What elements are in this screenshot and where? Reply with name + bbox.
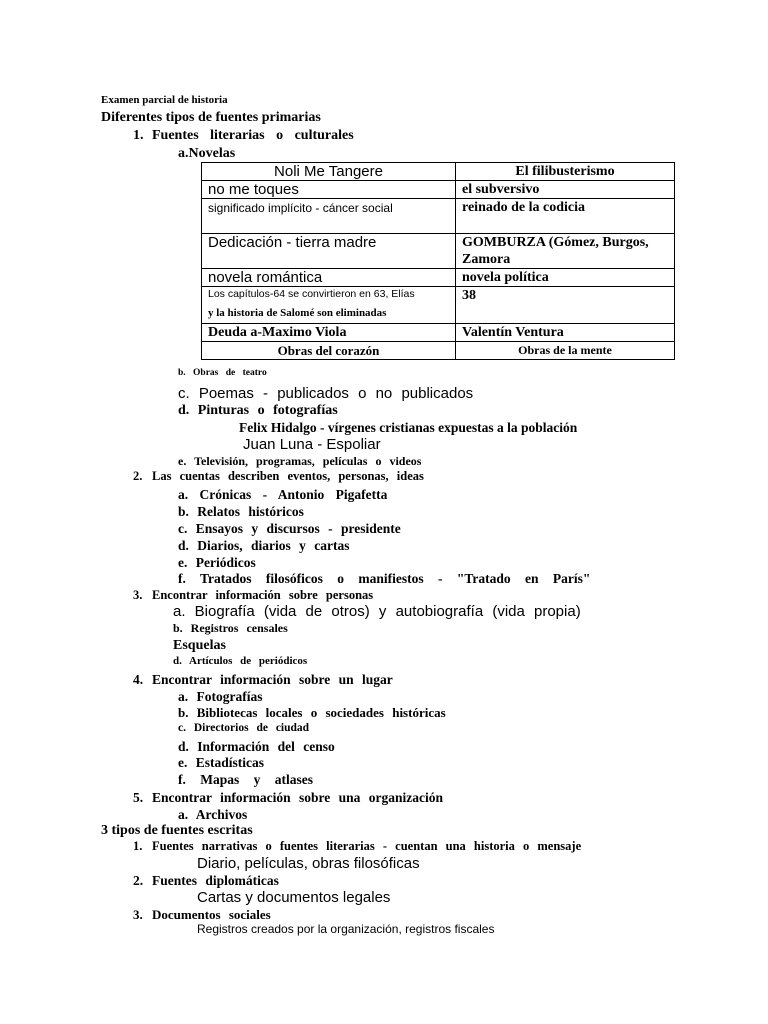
pinturas-detail: Juan Luna - Espoliar (243, 436, 381, 453)
item3-title: Encontrar información sobre personas (152, 588, 374, 602)
table-cell: Deuda a-Maximo Viola (202, 324, 456, 342)
sub-item: d. Información del censo (178, 739, 335, 754)
table-cell: Valentín Ventura (456, 324, 675, 342)
table-cell: Dedicación - tierra madre (202, 234, 456, 269)
item1-title: Fuentes literarias o culturales (152, 128, 354, 143)
s2-item1-title: Fuentes narrativas o fuentes literarias - cuentan una historia o mensaje (152, 839, 582, 853)
table-row (202, 181, 675, 199)
sub-item: e. Periódicos (178, 555, 256, 570)
sub-item: e. Estadísticas (178, 755, 264, 770)
sub-item: d. Pinturas o fotografías (178, 403, 338, 418)
table-cell: 38 (456, 287, 675, 324)
item5-number: 5. (133, 790, 144, 805)
s2-item1-number: 1. (133, 839, 143, 853)
table-row (202, 269, 675, 287)
sub-item: c. Directorios de ciudad (178, 722, 310, 734)
pinturas-detail: Felix Hidalgo - vírgenes cristianas expuestas a la población (239, 420, 578, 435)
table-cell: GOMBURZA (Gómez, Burgos, Zamora (456, 234, 675, 269)
item3-number: 3. (133, 588, 143, 602)
table-cell: el subversivo (456, 181, 675, 199)
item2-title: Las cuentas describen eventos, personas, ideas (152, 469, 424, 483)
sub-item: c. Ensayos y discursos - presidente (178, 521, 401, 536)
table-cell: reinado de la codicia (456, 199, 675, 234)
table-cell: significado implícito - cáncer social (202, 199, 456, 234)
table-cell: novela romántica (202, 269, 456, 287)
item5-title: Encontrar información sobre una organización (152, 790, 444, 805)
section1-heading: Diferentes tipos de fuentes primarias (101, 110, 321, 125)
sub-item: d. Artículos de periódicos (173, 655, 308, 667)
s2-item2-detail: Cartas y documentos legales (197, 889, 391, 906)
sub-item: c. Poemas - publicados o no publicados (178, 385, 474, 402)
table-header-noli: Noli Me Tangere (202, 163, 456, 181)
sub-item: a. Archivos (178, 807, 248, 822)
s2-item3-title: Documentos sociales (152, 907, 271, 922)
s2-item3-number: 3. (133, 907, 143, 922)
sub-item: b. Obras de teatro (178, 368, 267, 378)
sub-item: a. Crónicas - Antonio Pigafetta (178, 487, 388, 502)
table-cell (202, 287, 456, 324)
table-footer-left: Obras del corazón (202, 342, 456, 360)
table-cell-line: y la historia de Salomé son eliminadas (208, 307, 387, 319)
sub-item: a. Biografía (vida de otros) y autobiografía (vida propia) (173, 603, 581, 620)
item4-title: Encontrar información sobre un lugar (152, 672, 393, 687)
item1-number: 1. (133, 128, 144, 143)
sub-item: f. Tratados filosóficos o manifiestos - "Tratado en París" (178, 571, 591, 586)
sub-item: f. Mapas y atlases (178, 772, 313, 787)
table-footer-right: Obras de la mente (456, 342, 675, 360)
sub-item: a. Fotografías (178, 689, 263, 704)
sub-item: b. Relatos históricos (178, 504, 304, 519)
s2-item1-detail: Diario, películas, obras filosóficas (197, 855, 420, 872)
sub-item: b. Bibliotecas locales o sociedades históricas (178, 705, 446, 720)
s2-item2-number: 2. (133, 873, 144, 888)
table-header-fili: El filibusterismo (456, 163, 675, 181)
table-cell: novela política (456, 269, 675, 287)
sub-item: d. Diarios, diarios y cartas (178, 538, 350, 553)
section2-heading: 3 tipos de fuentes escritas (101, 823, 253, 838)
novels-comparison-table (201, 162, 675, 360)
table-row (202, 287, 675, 324)
novelas-label: a.Novelas (178, 146, 236, 161)
table-row (202, 199, 675, 234)
table-footer-row (202, 342, 675, 360)
table-row (202, 324, 675, 342)
table-cell-line: Los capítulos-64 se convirtieron en 63, Elías (208, 288, 415, 300)
s2-item3-detail: Registros creados por la organización, registros fiscales (197, 922, 495, 936)
item4-number: 4. (133, 672, 144, 687)
sub-item: Esquelas (173, 638, 226, 653)
table-row (202, 234, 675, 269)
exam-title: Examen parcial de historia (101, 94, 228, 106)
s2-item2-title: Fuentes diplomáticas (152, 873, 279, 888)
table-header-row (202, 163, 675, 181)
sub-item: e. Televisión, programas, películas o videos (178, 454, 422, 468)
table-cell: no me toques (202, 181, 456, 199)
sub-item: b. Registros censales (173, 621, 288, 635)
item2-number: 2. (133, 469, 143, 483)
